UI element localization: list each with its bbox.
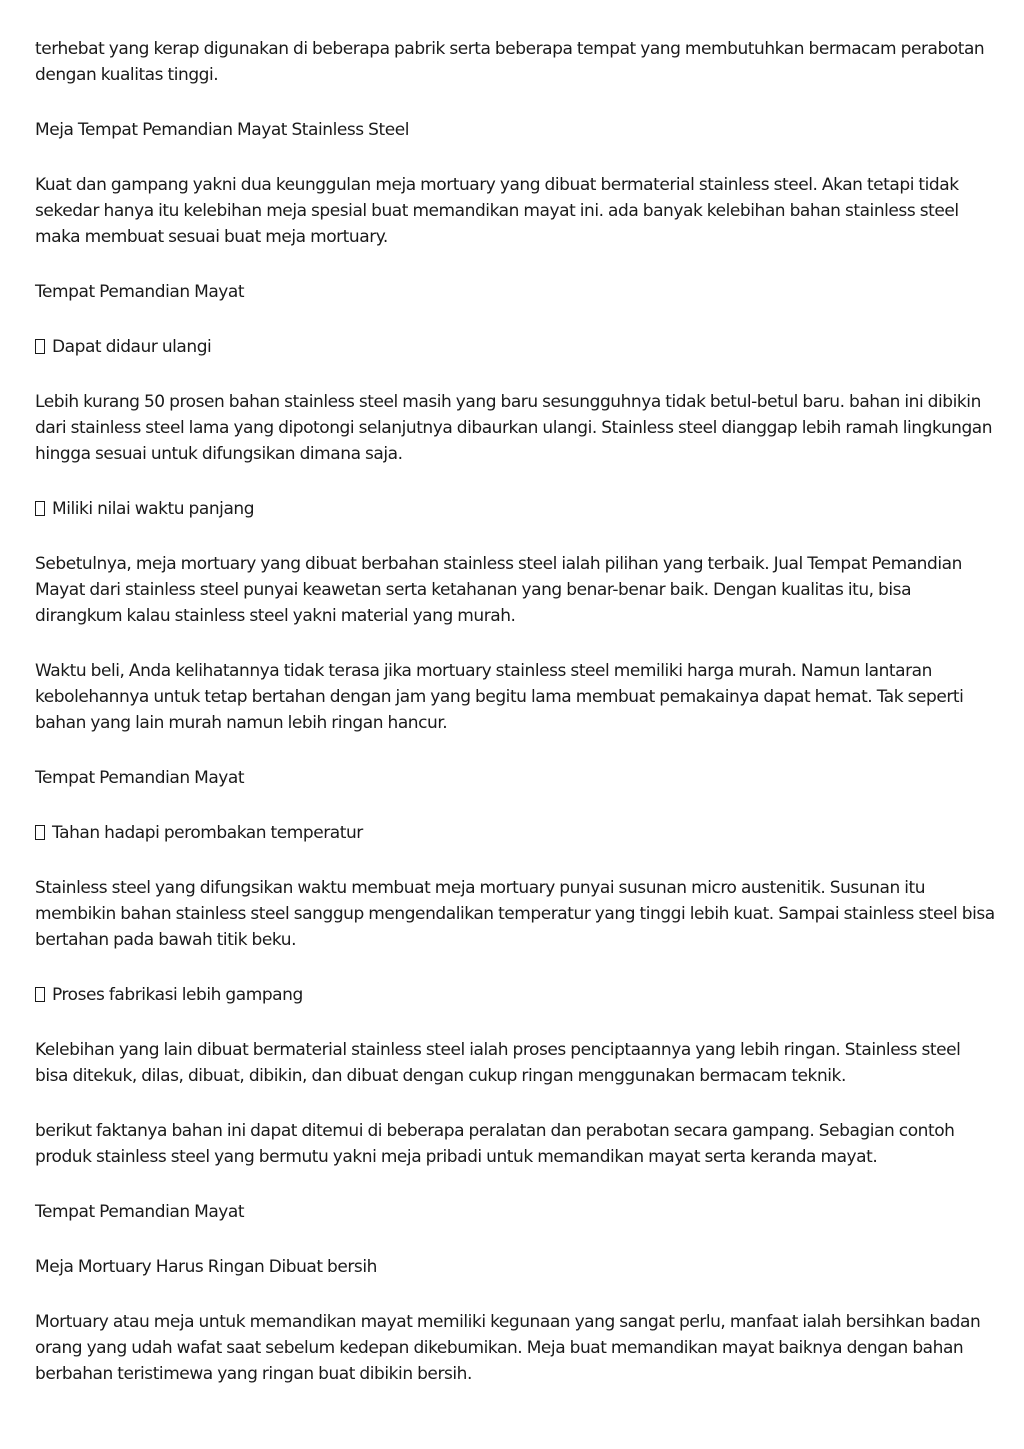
missing-glyph-icon <box>35 987 45 1002</box>
paragraph: terhebat yang kerap digunakan di beberapa pabrik serta beberapa tempat yang membutuhkan bermacam perabotan dengan kualitas tinggi. <box>35 39 985 85</box>
missing-glyph-icon <box>35 501 45 516</box>
section-heading: Meja Tempat Pemandian Mayat Stainless Steel <box>35 120 409 140</box>
paragraph: Kuat dan gampang yakni dua keunggulan meja mortuary yang dibuat bermaterial stainless steel. Akan tetapi tidak sekedar hanya itu kelebihan meja spesial buat memandikan mayat ini. ada banyak kelebihan bahan stainless steel maka membuat sesuai buat meja mortuary. <box>35 175 959 247</box>
bullet-item: Proses fabrikasi lebih gampang <box>35 982 995 1008</box>
section-heading: Tempat Pemandian Mayat <box>35 768 245 788</box>
bullet-item: Miliki nilai waktu panjang <box>35 496 995 522</box>
section-heading: Tempat Pemandian Mayat <box>35 1202 245 1222</box>
paragraph: Waktu beli, Anda kelihatannya tidak terasa jika mortuary stainless steel memiliki harga murah. Namun lantaran kebolehannya untuk tetap bertahan dengan jam yang begitu lama membuat pemakainya dapat hemat. Tak seperti bahan yang lain murah namun lebih ringan hancur. <box>35 661 964 733</box>
paragraph: Mortuary atau meja untuk memandikan mayat memiliki kegunaan yang sangat perlu, manfaat ialah bersihkan badan orang yang udah wafat saat sebelum kedepan dikebumikan. Meja buat memandikan mayat baiknya dengan bahan berbahan teristimewa yang ringan buat dibikin bersih. <box>35 1312 981 1384</box>
section-heading: Meja Mortuary Harus Ringan Dibuat bersih <box>35 1257 377 1277</box>
bullet-item: Tahan hadapi perombakan temperatur <box>35 820 995 846</box>
paragraph: Lebih kurang 50 prosen bahan stainless steel masih yang baru sesungguhnya tidak betul-betul baru. bahan ini dibikin dari stainless steel lama yang dipotongi selanjutnya dibaurkan ulangi. Stainless steel dianggap lebih ramah lingkungan hingga sesuai untuk difungsikan dimana saja. <box>35 392 993 464</box>
missing-glyph-icon <box>35 825 45 840</box>
bullet-item: Dapat didaur ulangi <box>35 334 995 360</box>
paragraph: Kelebihan yang lain dibuat bermaterial stainless steel ialah proses penciptaannya yang lebih ringan. Stainless steel bisa ditekuk, dilas, dibuat, dibikin, dan dibuat dengan cukup ringan menggunakan bermacam teknik. <box>35 1040 961 1086</box>
paragraph: berikut faktanya bahan ini dapat ditemui di beberapa peralatan dan perabotan secara gampang. Sebagian contoh produk stainless steel yang bermutu yakni meja pribadi untuk memandikan mayat serta keranda mayat. <box>35 1121 955 1167</box>
missing-glyph-icon <box>35 339 45 354</box>
section-heading: Tempat Pemandian Mayat <box>35 282 245 302</box>
paragraph: Sebetulnya, meja mortuary yang dibuat berbahan stainless steel ialah pilihan yang terbaik. Jual Tempat Pemandian Mayat dari stainless steel punyai keawetan serta ketahanan yang benar-benar baik. Dengan kualitas itu, bisa dirangkum kalau stainless steel yakni material yang murah. <box>35 554 962 626</box>
document-body <box>35 36 995 1416</box>
paragraph: Stainless steel yang difungsikan waktu membuat meja mortuary punyai susunan micro austenitik. Susunan itu membikin bahan stainless steel sanggup mengendalikan temperatur yang tinggi lebih kuat. Sampai stainless steel bisa bertahan pada bawah titik beku. <box>35 878 995 950</box>
